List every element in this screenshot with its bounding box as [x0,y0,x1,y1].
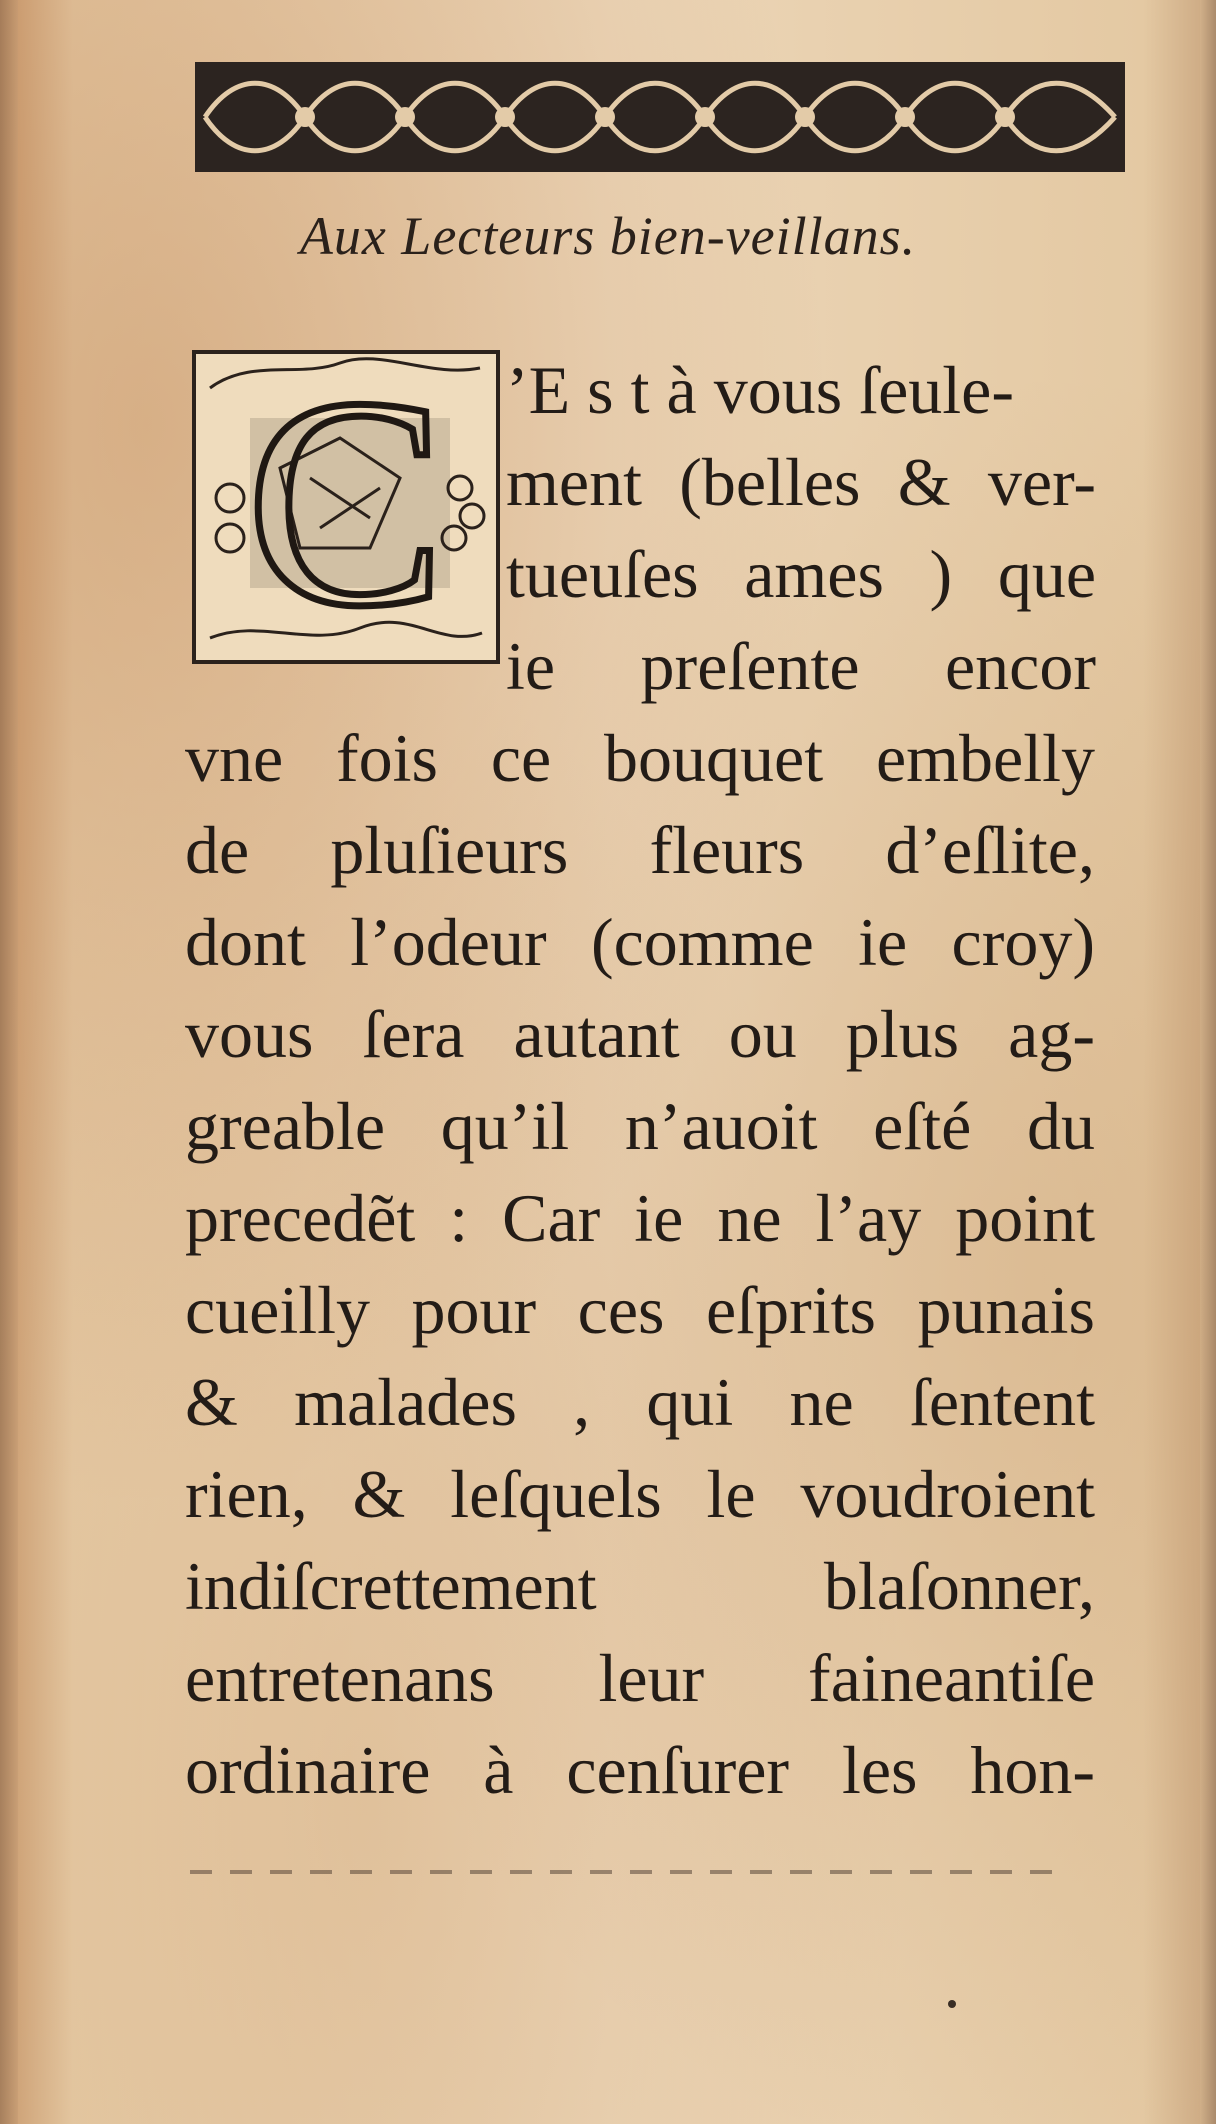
text-line-2: ment (belles & ver- [506,444,1096,520]
text-line-6: de pluſieurs fleurs d’eſlite, [185,812,1095,888]
text-line-1: ’E s t à vous ſeule- [506,352,1014,428]
text-line-13: rien, & leſquels le voudroient [185,1456,1095,1532]
page-heading: Aux Lecteurs bien-veillans. [299,206,917,266]
bottom-rule [190,1870,1070,1874]
ink-dot [948,2000,956,2008]
text-line-4: ie preſente encor [506,628,1096,704]
text-line-7: dont l’odeur (comme ie croy) [185,904,1095,980]
text-line-12: & malades , qui ne ſentent [185,1364,1095,1440]
text-line-11: cueilly pour ces eſprits punais [185,1272,1095,1348]
text-line-9: greable qu’il n’auoit eſté du [185,1088,1095,1164]
text-line-14: indiſcrettement blaſonner, [185,1548,1095,1624]
ornamental-headpiece [195,62,1125,172]
text-line-3: tueuſes ames ) que [506,536,1096,612]
initial-letter: C [245,348,447,666]
text-line-16: ordinaire à cenſurer les hon- [185,1732,1095,1808]
text-line-5: vne fois ce bouquet embelly [185,720,1095,796]
page-edge-right [1200,0,1216,2124]
text-line-10: precedẽt : Car ie ne l’ay point [185,1180,1095,1256]
page-edge-left [0,0,18,2124]
text-line-8: vous ſera autant ou plus ag- [185,996,1095,1072]
text-line-15: entretenans leur faineantiſe [185,1640,1095,1716]
decorated-initial [190,348,502,666]
